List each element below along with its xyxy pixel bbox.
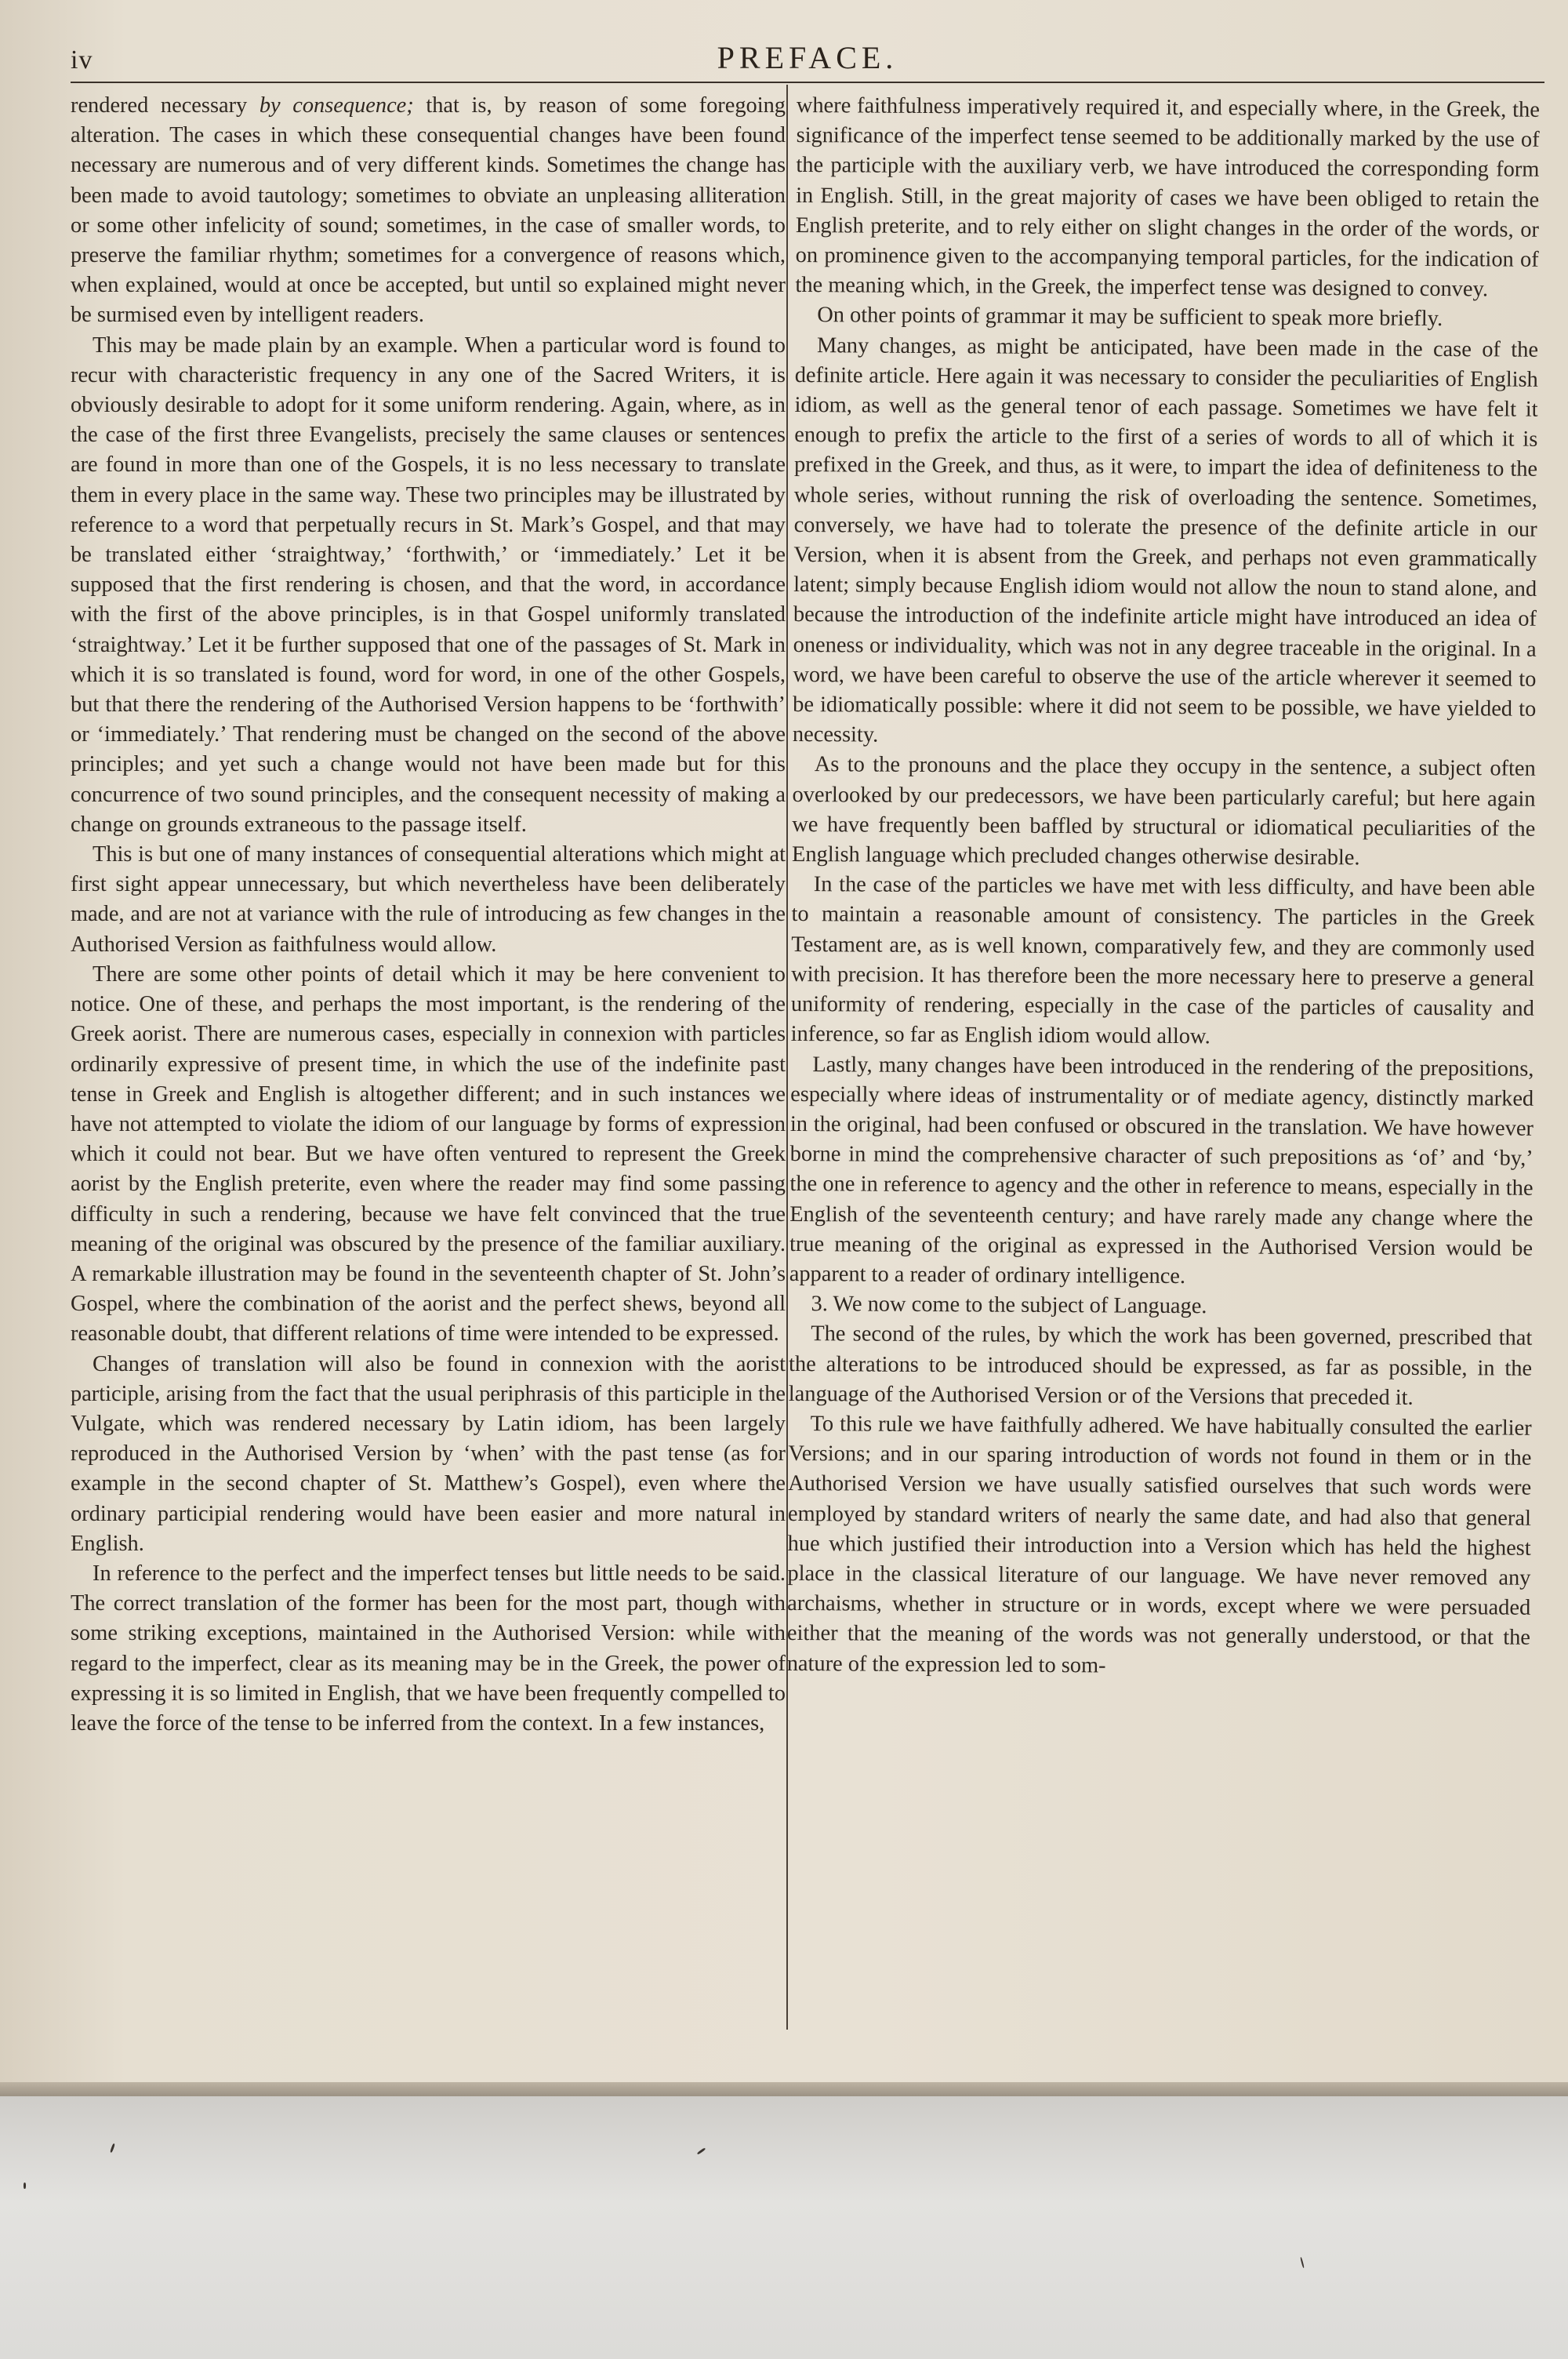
page-number: iv xyxy=(71,45,93,75)
right-paragraph-8: The second of the rules, by which the work has been governed, prescribed that the alterations to be introduced should be expressed, as far as possible, in the language of the Authorised Version or of the Versions that preceded it. xyxy=(788,1321,1533,1410)
left-paragraph-3: This is but one of many instances of consequential alterations which might at first sight appear unnecessary, but which nevertheless have been deliberately made, and are not at variance with the rule of introducing as few changes in the Authorised Version as faithfulness would allow. xyxy=(71,842,786,957)
paragraph-text: that is, by reason of some foregoing alteration. The cases in which these consequential changes have been found necessary are numerous and of very different kinds. Sometimes the change has been made to avoid tautology; sometimes to obviate an unpleasing alliteration or some other infelicity of sound; sometimes, in the case of smaller words, to preserve the familiar rhythm; sometimes for a convergence of reasons which, when explained, would at once be accepted, but until so explained might never be surmised even by intelligent readers. xyxy=(71,93,786,328)
right-paragraph-3: Many changes, as might be anticipated, have been made in the case of the definite article. Here again it was necessary to consider the peculiarities of English idiom, as well as the general tenor of each passage. Sometimes we have felt it enough to prefix the article to the first of a series of words to all of which it is prefixed in the Greek, and thus, as it were, to impart the idea of definiteness to the whole series, without running the risk of overloading the sentence. Sometimes, conversely, we have had to tolerate the presence of the definite article in our Version, when it is absent from the Greek, and perhaps not even grammatically latent; simply because English idiom would not allow the noun to stand alone, and because the introduction of the indefinite article might have introduced an idea of oneness or individuality, which was not in any degree traceable in the original. In a word, we have been careful to observe the use of the article wherever it seemed to be idiomatically possible: where it did not seem to be possible, we have yielded to necessity. xyxy=(792,333,1539,747)
scanner-background xyxy=(0,2096,1568,2359)
right-paragraph-5: In the case of the particles we have met with less difficulty, and have been able to maintain a reasonable amount of consistency. The particles in the Greek Testament are, as is well known, comparatively few, and they are commonly used with precision. It has therefore been the more necessary here to preserve a general uniformity of rendering, especially in the case of the particles of causality and inference, so far as English idiom would allow. xyxy=(790,872,1535,1049)
left-paragraph-5: Changes of translation will also be found in connexion with the aorist participle, arising from the fact that the usual periphrasis of this participle in the Vulgate, which was rendered necessary by Latin idiom, has been largely reproduced in the Authorised Version by ‘when’ with the past tense (as for example in the second chapter of St. Matthew’s Gospel), even where the ordinary participial rendering would have been easier and more natural in English. xyxy=(71,1351,786,1556)
italic-phrase: by consequence; xyxy=(259,93,414,118)
page-bottom-edge xyxy=(0,2082,1568,2096)
right-column xyxy=(787,91,1540,1684)
left-paragraph-1 xyxy=(71,91,786,331)
paragraph-lead: rendered necessary xyxy=(71,93,260,118)
right-paragraph-7: 3. We now come to the subject of Language. xyxy=(811,1292,1207,1319)
right-paragraph-4: As to the pronouns and the place they occupy in the sentence, a subject often overlooked by our predecessors, we have been particularly careful; but here again we have frequently been baffled by structural or idiomatical peculiarities of the English language which precluded changes otherwise desirable. xyxy=(791,752,1536,871)
left-paragraph-2: This may be made plain by an example. When a particular word is found to recur with characteristic frequency in any one of the Sacred Writers, it is obviously desirable to adopt for it some uniform rendering. Again, where, as in the case of the first three Evangelists, precisely the same clauses or sentences are found in more than one of the Gospels, it is no less necessary to translate them in every place in the same way. These two principles may be illustrated by reference to a word that perpetually recurs in St. Mark’s Gospel, and that may be translated either ‘straightway,’ ‘forthwith,’ or ‘immediately.’ Let it be supposed that the first rendering is chosen, and that the word, in accordance with the first of the above principles, is in that Gospel uniformly translated ‘straightway.’ Let it be further supposed that one of the passages of St. Mark in which it is so translated is found, word for word, in one of the other Gospels, but that there the rendering of the Authorised Version happens to be ‘forthwith’ or ‘immediately.’ That rendering must be changed on the second of the above principles; and yet such a change would not have been made but for this concurrence of two sound principles, and the consequent necessity of making a change on grounds extraneous to the passage itself. xyxy=(71,333,786,837)
right-paragraph-6: Lastly, many changes have been introduced in the rendering of the prepositions, especially where ideas of instrumentality or of mediate agency, distinctly marked in the original, had been confused or obscured in the translation. We have however borne in mind the comprehensive character of such prepositions as ‘of’ and ‘by,’ the one in reference to agency and the other in reference to means, especially in the English of the seventeenth century; and have rarely made any change where the true meaning of the original as expressed in the Authorised Version would be apparent to a reader of ordinary intelligence. xyxy=(789,1052,1534,1289)
running-title: PREFACE. xyxy=(717,40,898,75)
right-paragraph-9: To this rule we have faithfully adhered. We have habitually consulted the earlier Versions; and in our sparing introduction of words not found in them or in the Authorised Version we have usually satisfied ourselves that such words were employed by standard writers of nearly the same date, and had also that general hue which justified their introduction into a Version which has held the highest place in the classical literature of our language. We have never removed any archaisms, whether in structure or in words, except where we were persuaded either that the meaning of the words was not generally understood, or that the nature of the expression led to som- xyxy=(786,1412,1532,1678)
right-paragraph-1: where faithfulness imperatively required it, and especially where, in the Greek, the significance of the imperfect tense seemed to be additionally marked by the use of the participle with the auxiliary verb, we have introduced the corresponding form in English. Still, in the great majority of cases we have been obliged to retain the English preterite, and to rely either on slight changes in the order of the words, or on prominence given to the accompanying temporal particles, for the indication of the meaning which, in the Greek, the imperfect tense was designed to convey. xyxy=(795,93,1540,302)
column-divider xyxy=(786,85,788,2030)
left-column xyxy=(71,91,786,1739)
page-header xyxy=(71,33,1544,80)
left-paragraph-6: In reference to the perfect and the imperfect tenses but little needs to be said. The correct translation of the former has been for the most part, though with some striking exceptions, maintained in the Authorised Version: while with regard to the imperfect, clear as its meaning may be in the Greek, the power of expressing it is so limited in English, that we have been frequently compelled to leave the force of the tense to be inferred from the context. In a few instances, xyxy=(71,1561,786,1736)
right-paragraph-2: On other points of grammar it may be sufficient to speak more briefly. xyxy=(817,303,1443,332)
left-paragraph-4: There are some other points of detail which it may be here convenient to notice. One of these, and perhaps the most important, is the rendering of the Greek aorist. There are numerous cases, especially in connexion with particles ordinarily expressive of present time, in which the use of the indefinite past tense in Greek and English is altogether different; and in such instances we have not attempted to violate the idiom of our language by forms of expression which it could not bear. But we have often ventured to represent the Greek aorist by the English preterite, even where the reader may find some passing difficulty in such a rendering, because we have felt convinced that the true meaning of the original was obscured by the presence of the familiar auxiliary. A remarkable illustration may be found in the seventeenth chapter of St. John’s Gospel, where the combination of the aorist and the perfect shews, beyond all reasonable doubt, that different relations of time were intended to be expressed. xyxy=(71,961,786,1347)
header-rule xyxy=(71,82,1544,83)
